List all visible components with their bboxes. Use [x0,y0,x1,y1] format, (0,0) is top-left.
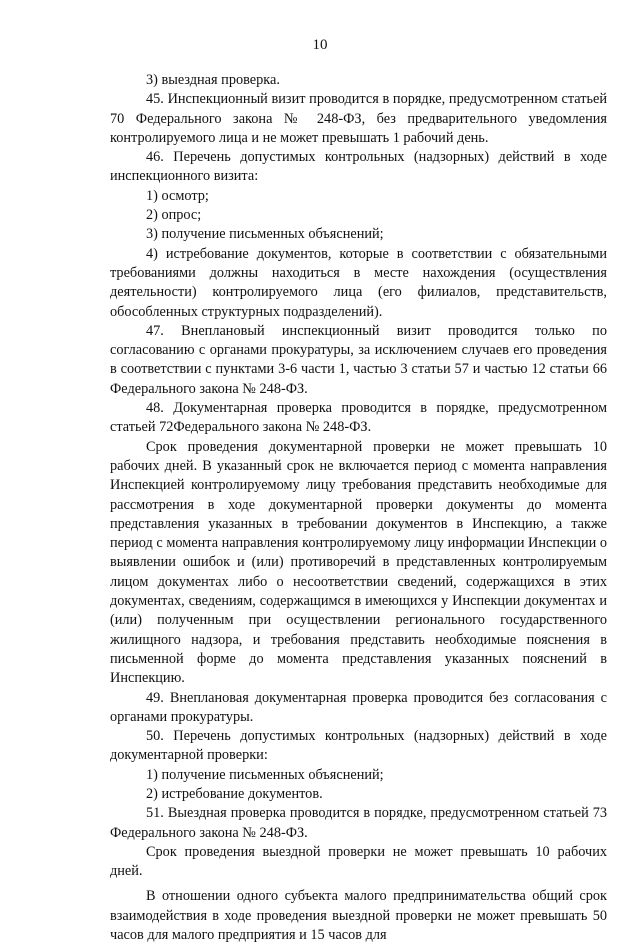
list-item: 1) получение письменных объяснений; [146,766,384,783]
list-item: 1) осмотр; [146,187,209,204]
paragraph: 47. Внеплановый инспекционный визит проводится только по согласованию с органами прокуратуры, за исключением случаев его проведения в соответствии с пунктами 3-6 части 1, частью 3 статьи 57 и частью 12 статьи 66 Федерального закона № 248-ФЗ. [110,322,607,397]
paragraph: Срок проведения документарной проверки не может превышать 10 рабочих дней. В указанный срок не включается период с момента направления Инспекцией контролируемому лицу требования представить необходимые для рассмотрения в ходе документарной проверки документы до момента представления указанных в требовании документов в Инспекцию, а также период с момента направления контролируемому лицу информации Инспекции о выявлении ошибок и (или) противоречий в представленных контролируемым лицом документах либо о несоответствии сведений, содержащихся в этих документах, сведениям, содержащимся в имеющихся у Инспекции документах и (или) полученным при осуществлении регионального государственного жилищного надзора, и требования представить необходимые пояснения в письменной форме до момента представления указанных пояснений в Инспекцию. [110,438,607,687]
paragraph: 4) истребование документов, которые в соответствии с обязательными требованиями должны находиться в месте нахождения (осуществления деятельности) контролируемого лица (его филиалов, представительств, обособленных структурных подразделений). [110,245,607,320]
list-item: 3) получение письменных объяснений; [146,226,384,243]
paragraph: 49. Внеплановая документарная проверка проводится без согласования с органами прокуратуры. [110,689,607,725]
paragraph: 50. Перечень допустимых контрольных (надзорных) действий в ходе документарной проверки: [110,728,607,764]
paragraph: В отношении одного субъекта малого предпринимательства общий срок взаимодействия в ходе проведения выездной проверки не может превышать 50 часов для малого предприятия и 15 часов для [110,888,607,944]
document-body [110,71,607,945]
paragraph: Срок проведения выездной проверки не может превышать 10 рабочих дней. [110,843,607,880]
list-item: 2) истребование документов. [146,785,323,802]
paragraph: 51. Выездная проверка проводится в порядке, предусмотренном статьей 73 Федерального закона № 248-ФЗ. [110,805,607,841]
list-item: 3) выездная проверка. [146,72,280,88]
paragraph: 48. Документарная проверка проводится в порядке, предусмотренном статьей 72Федерального закона № 248-ФЗ. [110,400,607,436]
paragraph: 45. Инспекционный визит проводится в порядке, предусмотренном статьей 70 Федерального закона № 248-ФЗ, без предварительного уведомления контролируемого лица и не может превышать 1 рабочий день. [110,91,607,146]
list-item: 2) опрос; [146,207,202,224]
page-number: 10 [312,37,328,53]
paragraph: 46. Перечень допустимых контрольных (надзорных) действий в ходе инспекционного визита: [110,149,607,185]
